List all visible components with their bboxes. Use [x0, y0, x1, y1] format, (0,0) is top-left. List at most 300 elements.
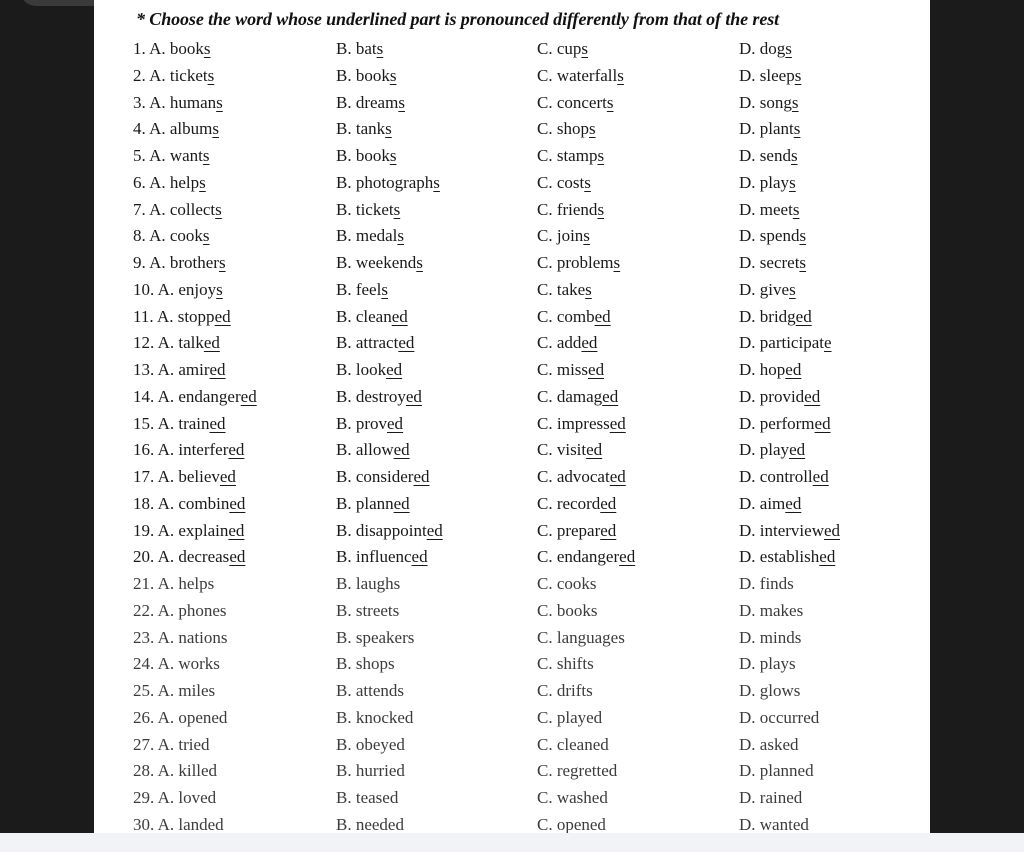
- underlined-part: ed: [814, 413, 831, 433]
- underlined-part: s: [216, 92, 223, 112]
- answer-option: [133, 437, 244, 463]
- option-word: shops: [355, 654, 395, 674]
- option-letter: B.: [336, 119, 352, 139]
- answer-option: [133, 116, 219, 142]
- question-number: 27.: [133, 734, 155, 754]
- answer-option: [739, 491, 801, 517]
- option-letter: C.: [537, 467, 553, 486]
- option-word: combin: [178, 493, 230, 513]
- question-row: [94, 812, 930, 833]
- question-number: 30.: [133, 814, 155, 833]
- underlined-part: s: [790, 146, 798, 165]
- answer-option: [537, 143, 604, 169]
- underlined-part: s: [583, 226, 590, 246]
- answer-option: [336, 277, 388, 303]
- option-word: attract: [355, 333, 399, 353]
- question-number: 3.: [133, 92, 146, 112]
- option-letter: D.: [739, 734, 756, 754]
- underlined-part: s: [216, 279, 223, 299]
- underlined-part: s: [389, 65, 397, 85]
- option-word: attends: [355, 681, 404, 700]
- answer-option: [739, 732, 799, 758]
- underlined-part: s: [202, 226, 210, 246]
- option-letter: C.: [537, 600, 553, 620]
- option-word: song: [759, 92, 792, 112]
- question-number: 29.: [133, 788, 155, 807]
- option-letter: B.: [336, 440, 352, 460]
- option-word: cost: [556, 172, 585, 192]
- answer-option: [133, 812, 224, 833]
- question-row: [94, 197, 930, 223]
- option-letter: C.: [537, 707, 553, 727]
- question-row: [94, 518, 930, 544]
- option-word: regretted: [556, 761, 618, 781]
- option-letter: C.: [537, 92, 553, 112]
- underlined-part: s: [397, 226, 405, 246]
- option-letter: B.: [336, 761, 352, 781]
- underlined-part: ed: [209, 413, 226, 433]
- option-word: medal: [355, 226, 398, 246]
- option-letter: C.: [537, 39, 553, 58]
- option-letter: A.: [157, 707, 175, 727]
- option-letter: C.: [537, 413, 553, 433]
- option-word: problem: [556, 253, 614, 272]
- option-word: human: [169, 92, 217, 112]
- option-letter: D.: [739, 467, 756, 486]
- option-word: destroy: [355, 386, 406, 406]
- answer-option: [537, 197, 604, 223]
- underlined-part: s: [218, 253, 226, 272]
- question-number: 24.: [133, 654, 155, 674]
- option-letter: D.: [739, 306, 756, 326]
- answer-option: [537, 812, 606, 833]
- answer-option: [739, 90, 799, 116]
- option-word: send: [759, 146, 791, 165]
- answer-option: [133, 330, 220, 356]
- option-word: prov: [355, 413, 388, 433]
- answer-option: [537, 732, 609, 758]
- option-letter: C.: [537, 119, 553, 139]
- option-letter: C.: [537, 199, 553, 219]
- question-row: [94, 330, 930, 356]
- question-row: [94, 90, 930, 116]
- option-letter: B.: [336, 734, 352, 754]
- underlined-part: ed: [229, 493, 246, 513]
- underlined-part: s: [581, 39, 589, 58]
- answer-option: [133, 785, 216, 811]
- question-number: 20.: [133, 547, 155, 567]
- option-word: hop: [759, 360, 786, 379]
- option-word: works: [178, 654, 220, 674]
- question-row: [94, 785, 930, 811]
- option-letter: D.: [739, 493, 756, 513]
- answer-option: [739, 304, 812, 330]
- answer-option: [336, 357, 402, 383]
- option-letter: B.: [336, 386, 352, 406]
- question-row: [94, 732, 930, 758]
- answer-option: [336, 143, 396, 169]
- option-letter: D.: [739, 654, 756, 674]
- option-letter: A.: [157, 574, 175, 593]
- option-letter: B.: [336, 493, 352, 513]
- underlined-part: s: [597, 146, 605, 165]
- answer-option: [133, 143, 210, 169]
- underlined-part: ed: [393, 440, 410, 460]
- answer-option: [537, 357, 604, 383]
- underlined-part: s: [799, 253, 807, 272]
- option-letter: C.: [537, 146, 553, 165]
- option-word: makes: [759, 600, 804, 620]
- answer-option: [739, 518, 840, 544]
- underlined-part: s: [203, 39, 211, 58]
- option-word: give: [759, 279, 790, 299]
- answer-option: [336, 90, 405, 116]
- question-number: 11.: [133, 306, 154, 326]
- underlined-part: ed: [426, 520, 443, 540]
- answer-option: [739, 437, 805, 463]
- option-letter: B.: [336, 146, 352, 165]
- answer-option: [133, 223, 210, 249]
- option-letter: A.: [149, 119, 166, 139]
- option-word: influenc: [355, 547, 412, 567]
- question-row: [94, 170, 930, 196]
- underlined-part: ed: [804, 386, 821, 406]
- option-letter: B.: [336, 600, 352, 620]
- option-letter: A.: [149, 65, 166, 85]
- option-letter: C.: [537, 788, 553, 807]
- question-number: 7.: [133, 199, 146, 219]
- question-number: 10.: [133, 279, 155, 299]
- option-letter: D.: [739, 814, 756, 833]
- answer-option: [336, 785, 398, 811]
- answer-option: [537, 651, 594, 677]
- answer-option: [336, 571, 400, 597]
- option-word: aim: [759, 493, 786, 513]
- answer-option: [739, 250, 806, 276]
- underlined-part: ed: [203, 333, 220, 353]
- option-word: interview: [759, 520, 824, 540]
- option-word: planned: [759, 761, 814, 781]
- answer-option: [739, 705, 819, 731]
- question-number: 1.: [133, 39, 146, 58]
- underlined-part: s: [212, 119, 219, 139]
- underlined-part: ed: [228, 520, 245, 540]
- underlined-part: ed: [586, 440, 603, 460]
- option-word: take: [556, 279, 586, 299]
- answer-option: [133, 250, 226, 276]
- option-letter: C.: [537, 279, 553, 299]
- option-letter: C.: [537, 226, 553, 246]
- answer-option: [739, 812, 809, 833]
- option-letter: B.: [336, 172, 352, 192]
- underlined-part: s: [617, 65, 624, 85]
- answer-option: [133, 90, 223, 116]
- question-row: [94, 223, 930, 249]
- option-letter: C.: [537, 654, 553, 674]
- option-word: weekend: [355, 253, 417, 272]
- underlined-part: s: [793, 119, 801, 139]
- answer-option: [133, 464, 236, 490]
- option-letter: B.: [336, 39, 352, 58]
- question-row: [94, 357, 930, 383]
- answer-option: [336, 437, 410, 463]
- option-word: cooks: [556, 574, 597, 593]
- option-word: interfer: [178, 440, 229, 460]
- option-word: stamp: [556, 146, 598, 165]
- option-word: perform: [759, 413, 815, 433]
- question-number: 9.: [133, 253, 146, 272]
- option-word: helps: [178, 574, 215, 593]
- answer-option: [739, 277, 796, 303]
- option-letter: D.: [739, 146, 756, 165]
- underlined-part: ed: [594, 306, 611, 326]
- option-word: cook: [169, 226, 203, 246]
- option-letter: D.: [739, 39, 756, 58]
- question-row: [94, 143, 930, 169]
- option-word: controll: [759, 467, 813, 486]
- answer-option: [739, 678, 800, 704]
- answer-option: [739, 384, 820, 410]
- option-letter: A.: [157, 467, 175, 486]
- answer-option: [336, 651, 395, 677]
- option-letter: D.: [739, 119, 756, 139]
- question-row: [94, 277, 930, 303]
- answer-option: [336, 705, 413, 731]
- answer-option: [133, 678, 215, 704]
- option-letter: A.: [157, 734, 175, 754]
- underlined-part: ed: [795, 306, 812, 326]
- option-word: played: [556, 707, 603, 727]
- option-letter: B.: [336, 520, 352, 540]
- underlined-part: s: [207, 65, 215, 85]
- option-letter: A.: [157, 814, 175, 833]
- option-letter: D.: [739, 65, 756, 85]
- viewer-bottom-strip: [0, 833, 1024, 852]
- answer-option: [133, 197, 222, 223]
- option-word: feel: [355, 279, 382, 299]
- answer-option: [739, 197, 799, 223]
- answer-option: [739, 411, 831, 437]
- option-letter: C.: [537, 574, 553, 593]
- underlined-part: ed: [785, 493, 802, 513]
- answer-option: [336, 464, 429, 490]
- answer-option: [739, 223, 806, 249]
- option-letter: D.: [739, 520, 756, 540]
- question-row: [94, 625, 930, 651]
- underlined-part: ed: [785, 360, 802, 379]
- underlined-part: s: [393, 199, 401, 219]
- option-letter: A.: [149, 253, 166, 272]
- underlined-part: ed: [387, 413, 404, 433]
- answer-option: [739, 143, 798, 169]
- answer-option: [336, 223, 404, 249]
- option-word: book: [355, 65, 390, 85]
- answer-option: [537, 90, 614, 116]
- option-word: cup: [556, 39, 582, 58]
- answer-option: [336, 544, 428, 570]
- underlined-part: ed: [393, 493, 410, 513]
- option-word: amir: [178, 360, 210, 379]
- option-letter: A.: [149, 146, 166, 165]
- option-letter: D.: [739, 92, 756, 112]
- answer-option: [133, 651, 220, 677]
- option-word: loved: [178, 788, 217, 807]
- underlined-part: ed: [600, 493, 617, 513]
- option-word: disappoint: [355, 520, 427, 540]
- answer-option: [537, 304, 611, 330]
- option-letter: C.: [537, 440, 553, 460]
- answer-option: [537, 491, 616, 517]
- option-letter: D.: [739, 199, 756, 219]
- option-letter: A.: [157, 788, 175, 807]
- question-row: [94, 63, 930, 89]
- underlined-part: s: [792, 199, 800, 219]
- option-letter: C.: [537, 734, 553, 754]
- answer-option: [336, 491, 410, 517]
- question-number: 21.: [133, 574, 155, 593]
- answer-option: [537, 598, 597, 624]
- answer-option: [336, 250, 423, 276]
- underlined-part: ed: [819, 547, 836, 567]
- answer-option: [336, 36, 383, 62]
- question-row: [94, 758, 930, 784]
- option-word: shop: [556, 119, 589, 139]
- question-number: 19.: [133, 520, 155, 540]
- option-letter: B.: [336, 681, 352, 700]
- option-letter: D.: [739, 172, 756, 192]
- option-letter: D.: [739, 761, 756, 781]
- answer-option: [537, 250, 620, 276]
- option-letter: C.: [537, 65, 553, 85]
- answer-option: [133, 36, 210, 62]
- option-letter: D.: [739, 600, 756, 620]
- option-word: obeyed: [355, 734, 405, 754]
- underlined-part: s: [584, 172, 591, 192]
- answer-option: [133, 518, 244, 544]
- option-letter: A.: [157, 600, 175, 620]
- option-letter: A.: [157, 627, 175, 647]
- option-word: washed: [556, 788, 608, 807]
- underlined-part: ed: [386, 360, 403, 379]
- underlined-part: ed: [789, 440, 806, 460]
- question-row: [94, 598, 930, 624]
- underlined-part: s: [585, 279, 592, 299]
- option-word: decreas: [178, 547, 230, 567]
- worksheet-title: * Choose the word whose underlined part is pronounced differently from that of the rest: [136, 9, 780, 29]
- option-letter: B.: [336, 413, 352, 433]
- answer-option: [739, 330, 832, 356]
- answer-option: [537, 705, 602, 731]
- option-word: add: [556, 333, 582, 353]
- option-letter: D.: [739, 386, 756, 406]
- answer-option: [133, 63, 214, 89]
- answer-option: [739, 571, 794, 597]
- option-letter: A.: [157, 547, 175, 567]
- option-word: secret: [759, 253, 800, 272]
- option-letter: B.: [336, 788, 352, 807]
- option-word: bridg: [759, 306, 796, 326]
- option-word: plays: [759, 654, 796, 674]
- answer-option: [537, 36, 588, 62]
- option-word: meet: [759, 199, 793, 219]
- option-letter: B.: [336, 547, 352, 567]
- underlined-part: ed: [240, 386, 257, 406]
- answer-option: [537, 464, 626, 490]
- answer-option: [133, 625, 227, 651]
- option-word: knocked: [355, 707, 414, 727]
- question-row: [94, 384, 930, 410]
- option-word: talk: [178, 333, 204, 353]
- underlined-part: s: [799, 226, 807, 246]
- underlined-part: s: [389, 146, 397, 165]
- option-word: enjoy: [178, 279, 217, 299]
- option-word: waterfall: [556, 65, 618, 85]
- answer-option: [133, 384, 257, 410]
- underlined-part: ed: [411, 547, 428, 567]
- answer-option: [537, 518, 616, 544]
- option-word: needed: [355, 814, 404, 833]
- option-letter: B.: [336, 279, 352, 299]
- answer-option: [739, 170, 796, 196]
- option-word: miss: [556, 360, 589, 379]
- option-word: consider: [355, 467, 414, 486]
- answer-option: [336, 330, 414, 356]
- answer-option: [133, 304, 231, 330]
- option-word: ticket: [169, 65, 208, 85]
- option-letter: D.: [739, 226, 756, 246]
- option-letter: D.: [739, 279, 756, 299]
- option-letter: C.: [537, 306, 553, 326]
- option-word: dream: [355, 92, 399, 112]
- underlined-part: ed: [405, 386, 422, 406]
- option-word: allow: [355, 440, 394, 460]
- option-word: rained: [759, 788, 803, 807]
- option-word: look: [355, 360, 387, 379]
- option-word: sleep: [759, 65, 795, 85]
- answer-option: [336, 758, 405, 784]
- option-word: tank: [355, 119, 386, 139]
- answer-option: [537, 758, 617, 784]
- answer-option: [133, 411, 226, 437]
- answer-option: [336, 598, 399, 624]
- question-number: 28.: [133, 761, 155, 781]
- option-letter: A.: [149, 226, 166, 246]
- answer-option: [336, 678, 404, 704]
- answer-option: [739, 651, 796, 677]
- option-letter: A.: [149, 199, 166, 219]
- underlined-part: ed: [228, 440, 245, 460]
- answer-option: [336, 518, 443, 544]
- option-word: shifts: [556, 654, 594, 674]
- question-number: 23.: [133, 627, 155, 647]
- option-word: participat: [759, 333, 824, 353]
- option-letter: D.: [739, 574, 756, 593]
- option-word: cleaned: [556, 734, 609, 754]
- option-word: stopp: [177, 306, 215, 326]
- underlined-part: s: [199, 172, 206, 192]
- answer-option: [537, 63, 624, 89]
- answer-option: [537, 277, 592, 303]
- answer-option: [336, 197, 400, 223]
- option-letter: D.: [739, 627, 756, 647]
- option-letter: A.: [156, 306, 174, 326]
- option-letter: A.: [157, 761, 175, 781]
- option-word: photograph: [355, 172, 434, 192]
- answer-option: [133, 277, 223, 303]
- option-word: drifts: [556, 681, 593, 700]
- underlined-part: ed: [219, 467, 236, 486]
- answer-option: [537, 571, 597, 597]
